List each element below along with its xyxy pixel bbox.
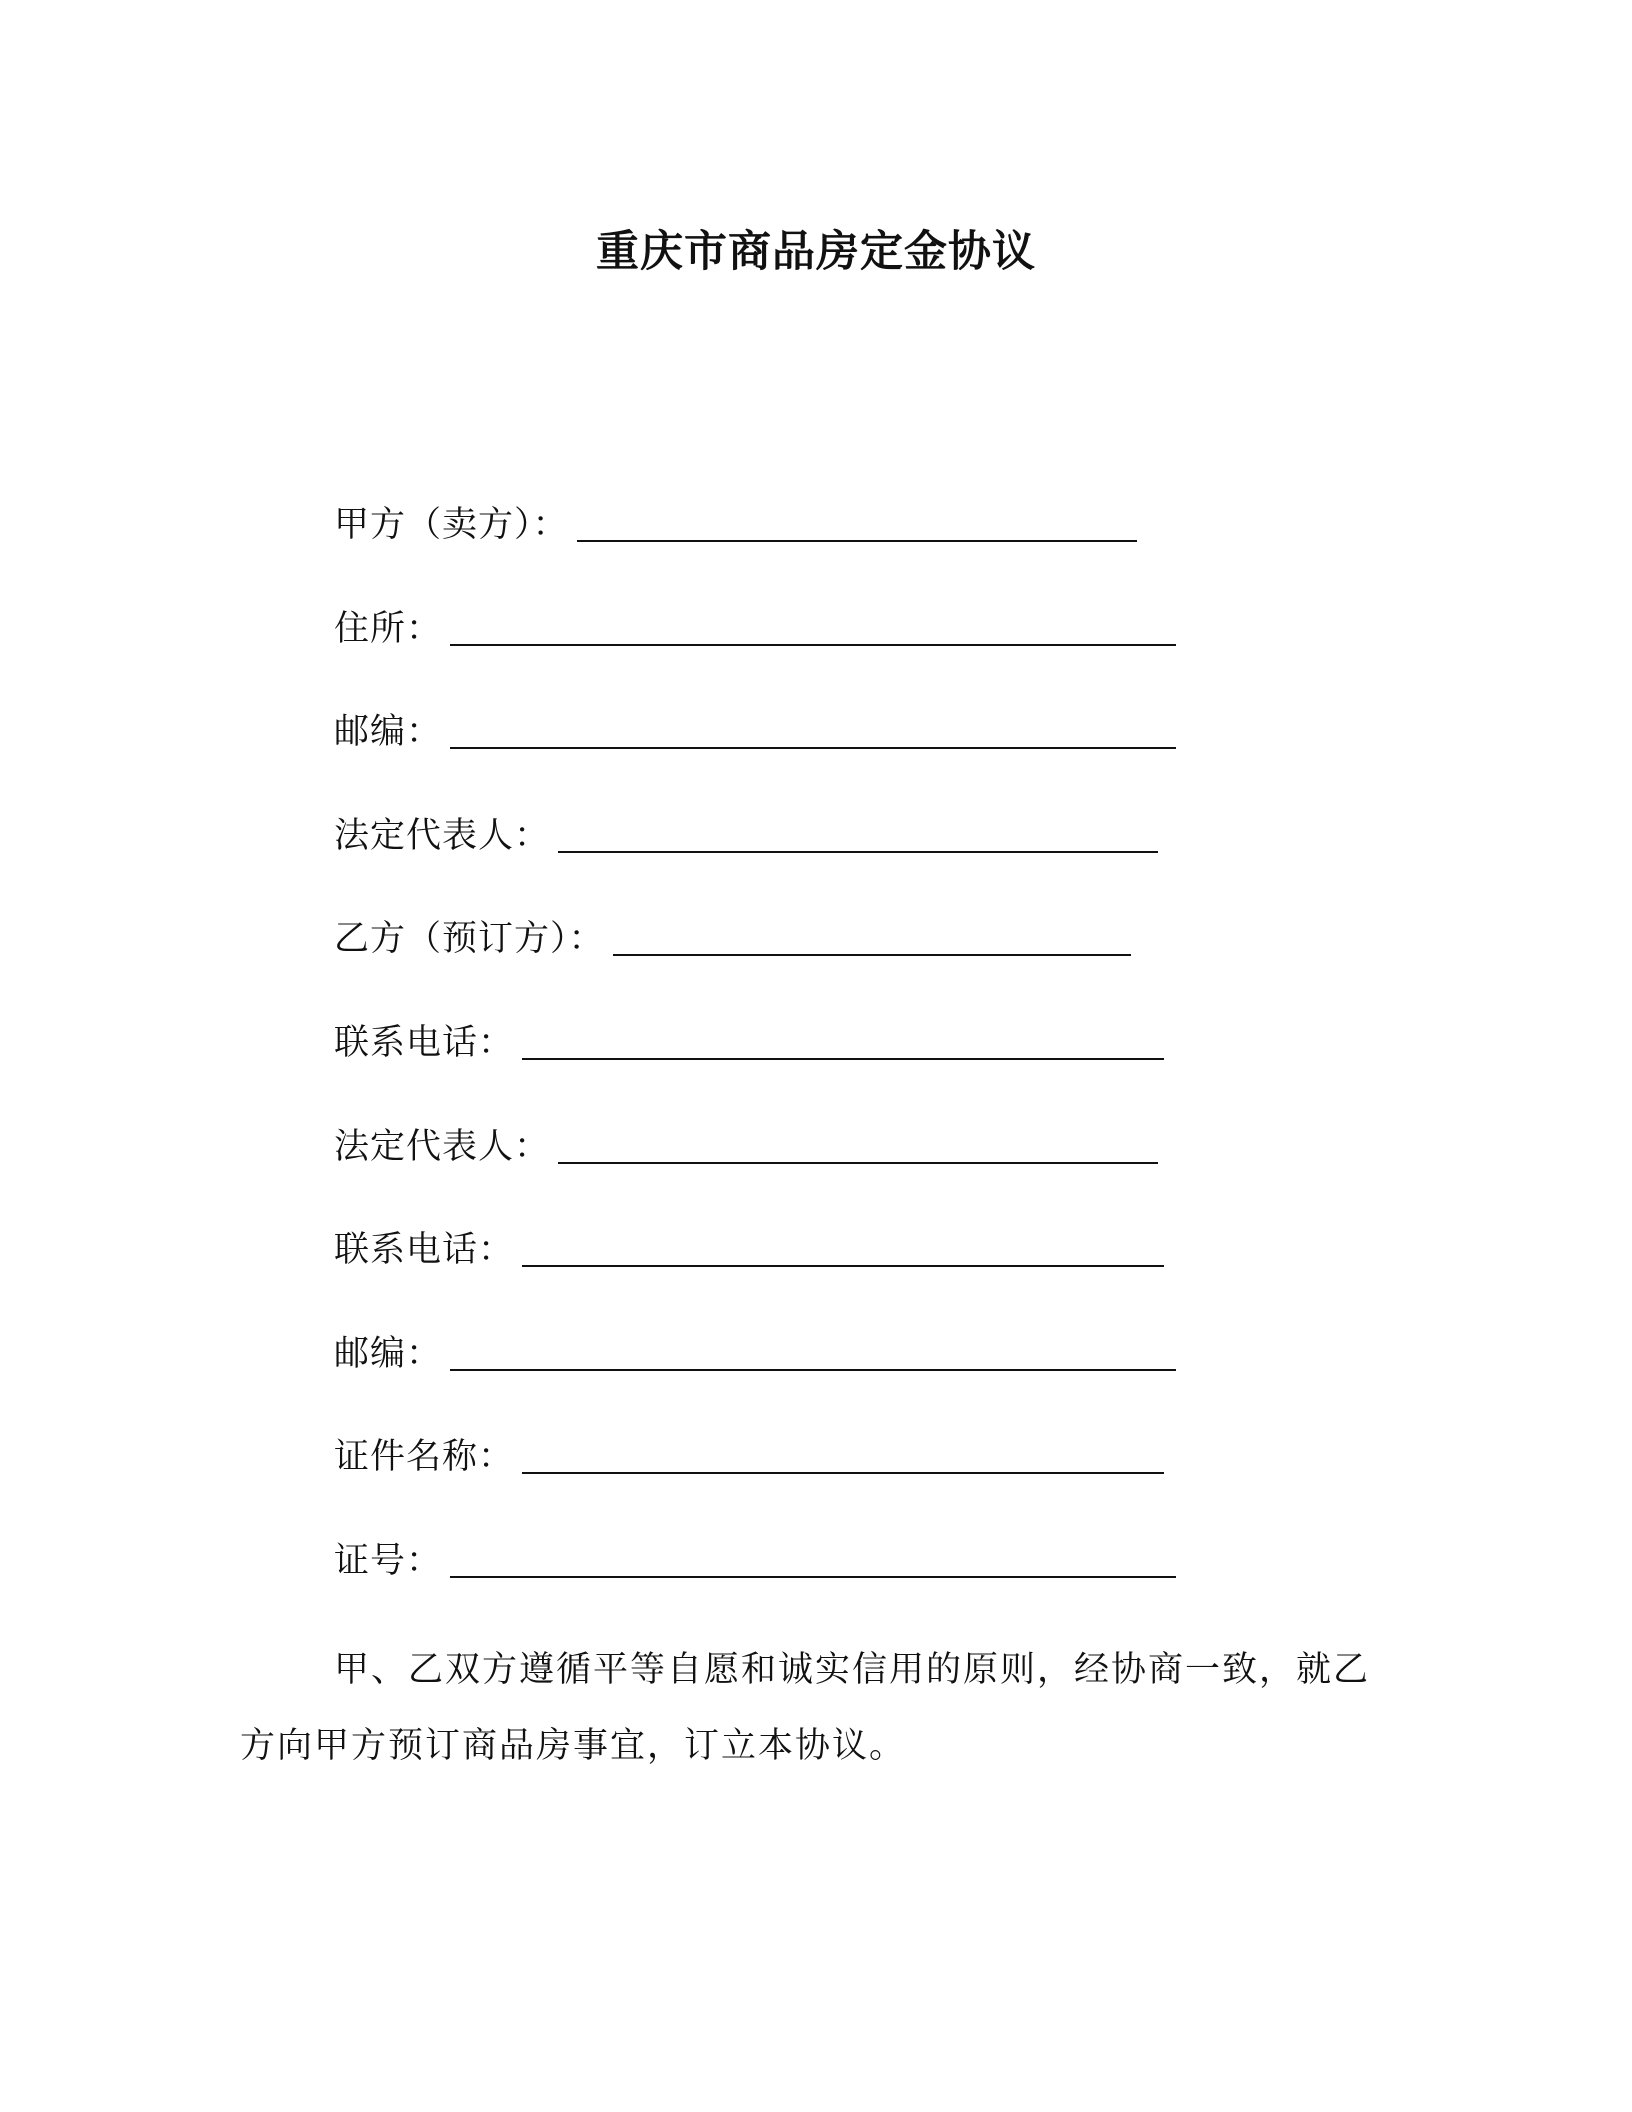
field-phone-2 xyxy=(334,1225,1234,1329)
party-info-fields xyxy=(334,500,1234,1640)
field-label-postcode-seller: 邮编： xyxy=(334,712,443,753)
field-label-buyer: 乙方（预订方）： xyxy=(334,919,605,960)
blank-line-seller[interactable] xyxy=(577,500,1137,542)
blank-line-phone-2[interactable] xyxy=(522,1225,1164,1267)
field-label-postcode-buyer: 邮编： xyxy=(334,1333,443,1374)
blank-line-phone-1[interactable] xyxy=(522,1018,1164,1060)
field-label-seller: 甲方（卖方）： xyxy=(334,505,569,545)
field-id-type xyxy=(334,1432,1234,1536)
field-label-address: 住所： xyxy=(334,608,443,649)
agreement-intro-paragraph: 甲、乙双方遵循平等自愿和诚实信用的原则，经协商一致，就乙方向甲方预订商品房事宜，订立本协议。 xyxy=(240,1650,1371,1766)
field-label-id-number: 证号： xyxy=(334,1540,443,1581)
blank-line-id-type[interactable] xyxy=(522,1432,1164,1474)
field-label-phone-2: 联系电话： xyxy=(334,1230,515,1271)
field-legal-rep-seller xyxy=(334,811,1234,915)
field-phone-1 xyxy=(334,1018,1234,1122)
blank-line-id-number[interactable] xyxy=(450,1536,1176,1578)
field-address xyxy=(334,604,1234,708)
blank-line-postcode-buyer[interactable] xyxy=(450,1329,1176,1371)
field-label-legal-rep-seller: 法定代表人： xyxy=(334,815,551,856)
field-label-phone-1: 联系电话： xyxy=(334,1022,515,1063)
field-buyer xyxy=(334,914,1234,1018)
field-id-number xyxy=(334,1536,1234,1640)
blank-line-postcode-seller[interactable] xyxy=(450,707,1176,749)
blank-line-buyer[interactable] xyxy=(613,914,1131,956)
field-postcode-seller xyxy=(334,707,1234,811)
field-label-id-type: 证件名称： xyxy=(334,1437,515,1478)
field-postcode-buyer xyxy=(334,1329,1234,1433)
document-title: 重庆市商品房定金协议 xyxy=(596,227,1036,277)
field-label-legal-rep-buyer: 法定代表人： xyxy=(334,1126,551,1167)
field-legal-rep-buyer xyxy=(334,1122,1234,1226)
blank-line-address[interactable] xyxy=(450,604,1176,646)
field-seller xyxy=(334,500,1234,604)
blank-line-legal-rep-buyer[interactable] xyxy=(558,1122,1158,1164)
blank-line-legal-rep-seller[interactable] xyxy=(558,811,1158,853)
